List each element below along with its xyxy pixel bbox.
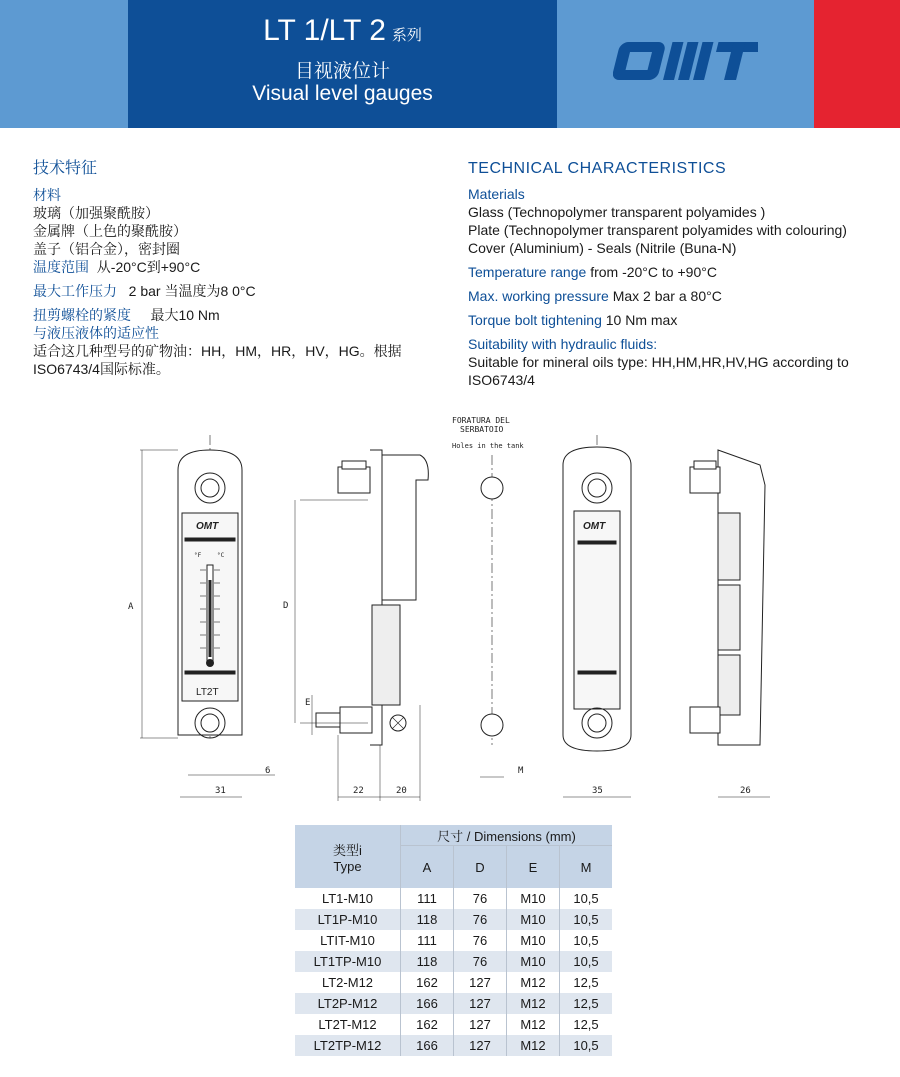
column-header: D (454, 846, 507, 889)
dim-cell: 10,5 (560, 888, 613, 909)
heading-en: TECHNICAL CHARACTERISTICS (468, 160, 727, 177)
type-header-en: Type (333, 858, 362, 874)
dim-20-label: 20 (396, 786, 407, 796)
dimensions-table (295, 825, 612, 1056)
torque-label-en: Torque bolt tightening (468, 312, 602, 328)
dim-cell: 111 (401, 888, 454, 909)
front-view (128, 435, 275, 797)
holes-label-2: SERBATOIO (460, 425, 504, 434)
column-header: A (401, 846, 454, 889)
dim-cell: 12,5 (560, 1014, 613, 1035)
dim-cell: 118 (401, 951, 454, 972)
material-item-en: Plate (Technopolymer transparent polyamides with colouring) (468, 222, 847, 238)
dim-cell: 162 (401, 972, 454, 993)
suitability-label-en: Suitability with hydraulic fluids: (468, 336, 658, 352)
dim-cell: 127 (454, 993, 507, 1014)
subtitle-cn: 目视液位计 (294, 61, 390, 82)
dim-cell: 166 (401, 1035, 454, 1056)
dim-D-label: D (283, 601, 289, 611)
side-view-2 (690, 450, 770, 797)
header-title-block (128, 0, 557, 128)
column-header: E (507, 846, 560, 889)
omt-logo (613, 40, 758, 82)
temp-value-cn: 从-20°C到+90°C (96, 259, 201, 275)
type-cell: LT1TP-M10 (295, 951, 401, 972)
suitability-value-cn: 适合这几种型号的矿物油：HH，HM，HR，HV，HG。根据ISO6743/4国际标准。 (33, 343, 402, 377)
dim-A-label: A (128, 602, 134, 612)
dim-cell: 127 (454, 972, 507, 993)
dim-cell: M10 (507, 951, 560, 972)
table-row (295, 1014, 612, 1035)
scale-f-label: °F (194, 552, 202, 559)
pressure-value-en: Max 2 bar a 80°C (612, 288, 722, 304)
dim-cell: M10 (507, 888, 560, 909)
material-item-cn: 玻璃（加强聚酰胺） (33, 205, 159, 221)
table-row (295, 993, 612, 1014)
materials-label-en: Materials (468, 186, 525, 202)
table-row (295, 888, 612, 909)
dim-cell: 10,5 (560, 951, 613, 972)
type-cell: LT2-M12 (321, 975, 374, 990)
dim-cell: M12 (507, 1035, 560, 1056)
pressure-label-cn: 最大工作压力 (33, 283, 117, 299)
dimensions-header: 尺寸 / Dimensions (mm) (401, 825, 613, 846)
temp-label-en: Temperature range (468, 264, 587, 280)
temp-value-en: from -20°C to +90°C (590, 264, 717, 280)
material-item-cn: 金属牌（上色的聚酰胺） (33, 223, 187, 239)
dim-22-label: 22 (353, 786, 364, 796)
torque-value-cn: 最大10 Nm (150, 307, 220, 323)
dim-6-label: 6 (265, 766, 271, 776)
type-cell: LT2TP-M12 (295, 1035, 401, 1056)
torque-label-cn: 扭剪螺栓的紧度 (33, 307, 131, 323)
plate-logo-text: OMT (196, 521, 219, 532)
dim-cell: M12 (507, 1014, 560, 1035)
dim-cell: 76 (454, 951, 507, 972)
header-red-block (814, 0, 900, 128)
dim-cell: M10 (507, 930, 560, 951)
heading-cn: 技术特征 (33, 160, 98, 177)
subtitle-en: Visual level gauges (252, 82, 433, 105)
material-item-en: Glass (Technopolymer transparent polyamides ) (468, 204, 766, 220)
title-suffix: 系列 (391, 27, 422, 44)
dim-cell: 166 (401, 993, 454, 1014)
type-cell: LT1-M10 (321, 891, 374, 906)
tech-characteristics-en (468, 160, 888, 389)
dim-M-label: M (518, 766, 524, 776)
header-banner (0, 0, 900, 128)
material-item-cn: 盖子（铝合金），密封圈 (33, 241, 180, 257)
front-view-2 (563, 435, 631, 797)
type-header (295, 825, 401, 888)
type-cell: LTIT-M10 (320, 933, 375, 948)
technical-drawing (120, 405, 780, 805)
dim-cell: 12,5 (560, 993, 613, 1014)
type-cell: LT2T-M12 (318, 1017, 377, 1032)
dim-cell: 127 (454, 1035, 507, 1056)
dim-cell: 10,5 (560, 1035, 613, 1056)
pressure-value-cn: 2 bar 当温度为8 0°C (128, 283, 256, 299)
side-section-view (283, 450, 428, 801)
type-header-cn: 类型i (333, 842, 362, 858)
type-cell: LT1P-M10 (295, 909, 401, 930)
header-logo-block (557, 0, 814, 128)
material-item-en: Cover (Aluminium) - Seals (Nitrile (Buna-N) (468, 240, 737, 256)
table-row (295, 909, 612, 930)
dim-cell: 76 (454, 888, 507, 909)
header-left-block (0, 0, 128, 128)
holes-in-tank-view (452, 416, 524, 777)
dim-cell: 127 (454, 1014, 507, 1035)
materials-label-cn: 材料 (33, 187, 61, 203)
table-row (295, 1035, 612, 1056)
title-text: LT 1/LT 2 (263, 14, 386, 47)
dim-cell: 76 (454, 909, 507, 930)
dim-cell: M12 (507, 972, 560, 993)
tech-characteristics-cn (33, 160, 453, 378)
dim-cell: 12,5 (560, 972, 613, 993)
plate-label-text: LT2T (196, 687, 219, 698)
column-header: M (560, 846, 613, 889)
dim-cell: M10 (507, 909, 560, 930)
pressure-label-en: Max. working pressure (468, 288, 609, 304)
holes-label-3: Holes in the tank (452, 442, 524, 450)
suitability-value-en: Suitable for mineral oils type: HH,HM,HR,HV,HG according to ISO6743/4 (468, 354, 849, 388)
scale-c-label: °C (217, 552, 225, 559)
holes-label-1: FORATURA DEL (452, 416, 510, 425)
dim-cell: 76 (454, 930, 507, 951)
dim-cell: 10,5 (560, 909, 613, 930)
torque-value-en: 10 Nm max (605, 312, 678, 328)
dim-cell: 162 (401, 1014, 454, 1035)
dim-cell: 10,5 (560, 930, 613, 951)
plate-logo-text-2: OMT (583, 521, 606, 532)
page-title (128, 14, 557, 48)
type-cell: LT2P-M12 (295, 993, 401, 1014)
table-row (295, 972, 612, 993)
dim-26-label: 26 (740, 786, 751, 796)
temp-label-cn: 温度范围 (33, 259, 89, 275)
dim-31-label: 31 (215, 786, 226, 796)
dim-E-label: E (305, 698, 311, 708)
table-row (295, 930, 612, 951)
dim-cell: 111 (401, 930, 454, 951)
dim-cell: 118 (401, 909, 454, 930)
dim-cell: M12 (507, 993, 560, 1014)
table-row (295, 951, 612, 972)
dim-35-label: 35 (592, 786, 603, 796)
suitability-label-cn: 与液压液体的适应性 (33, 325, 159, 341)
